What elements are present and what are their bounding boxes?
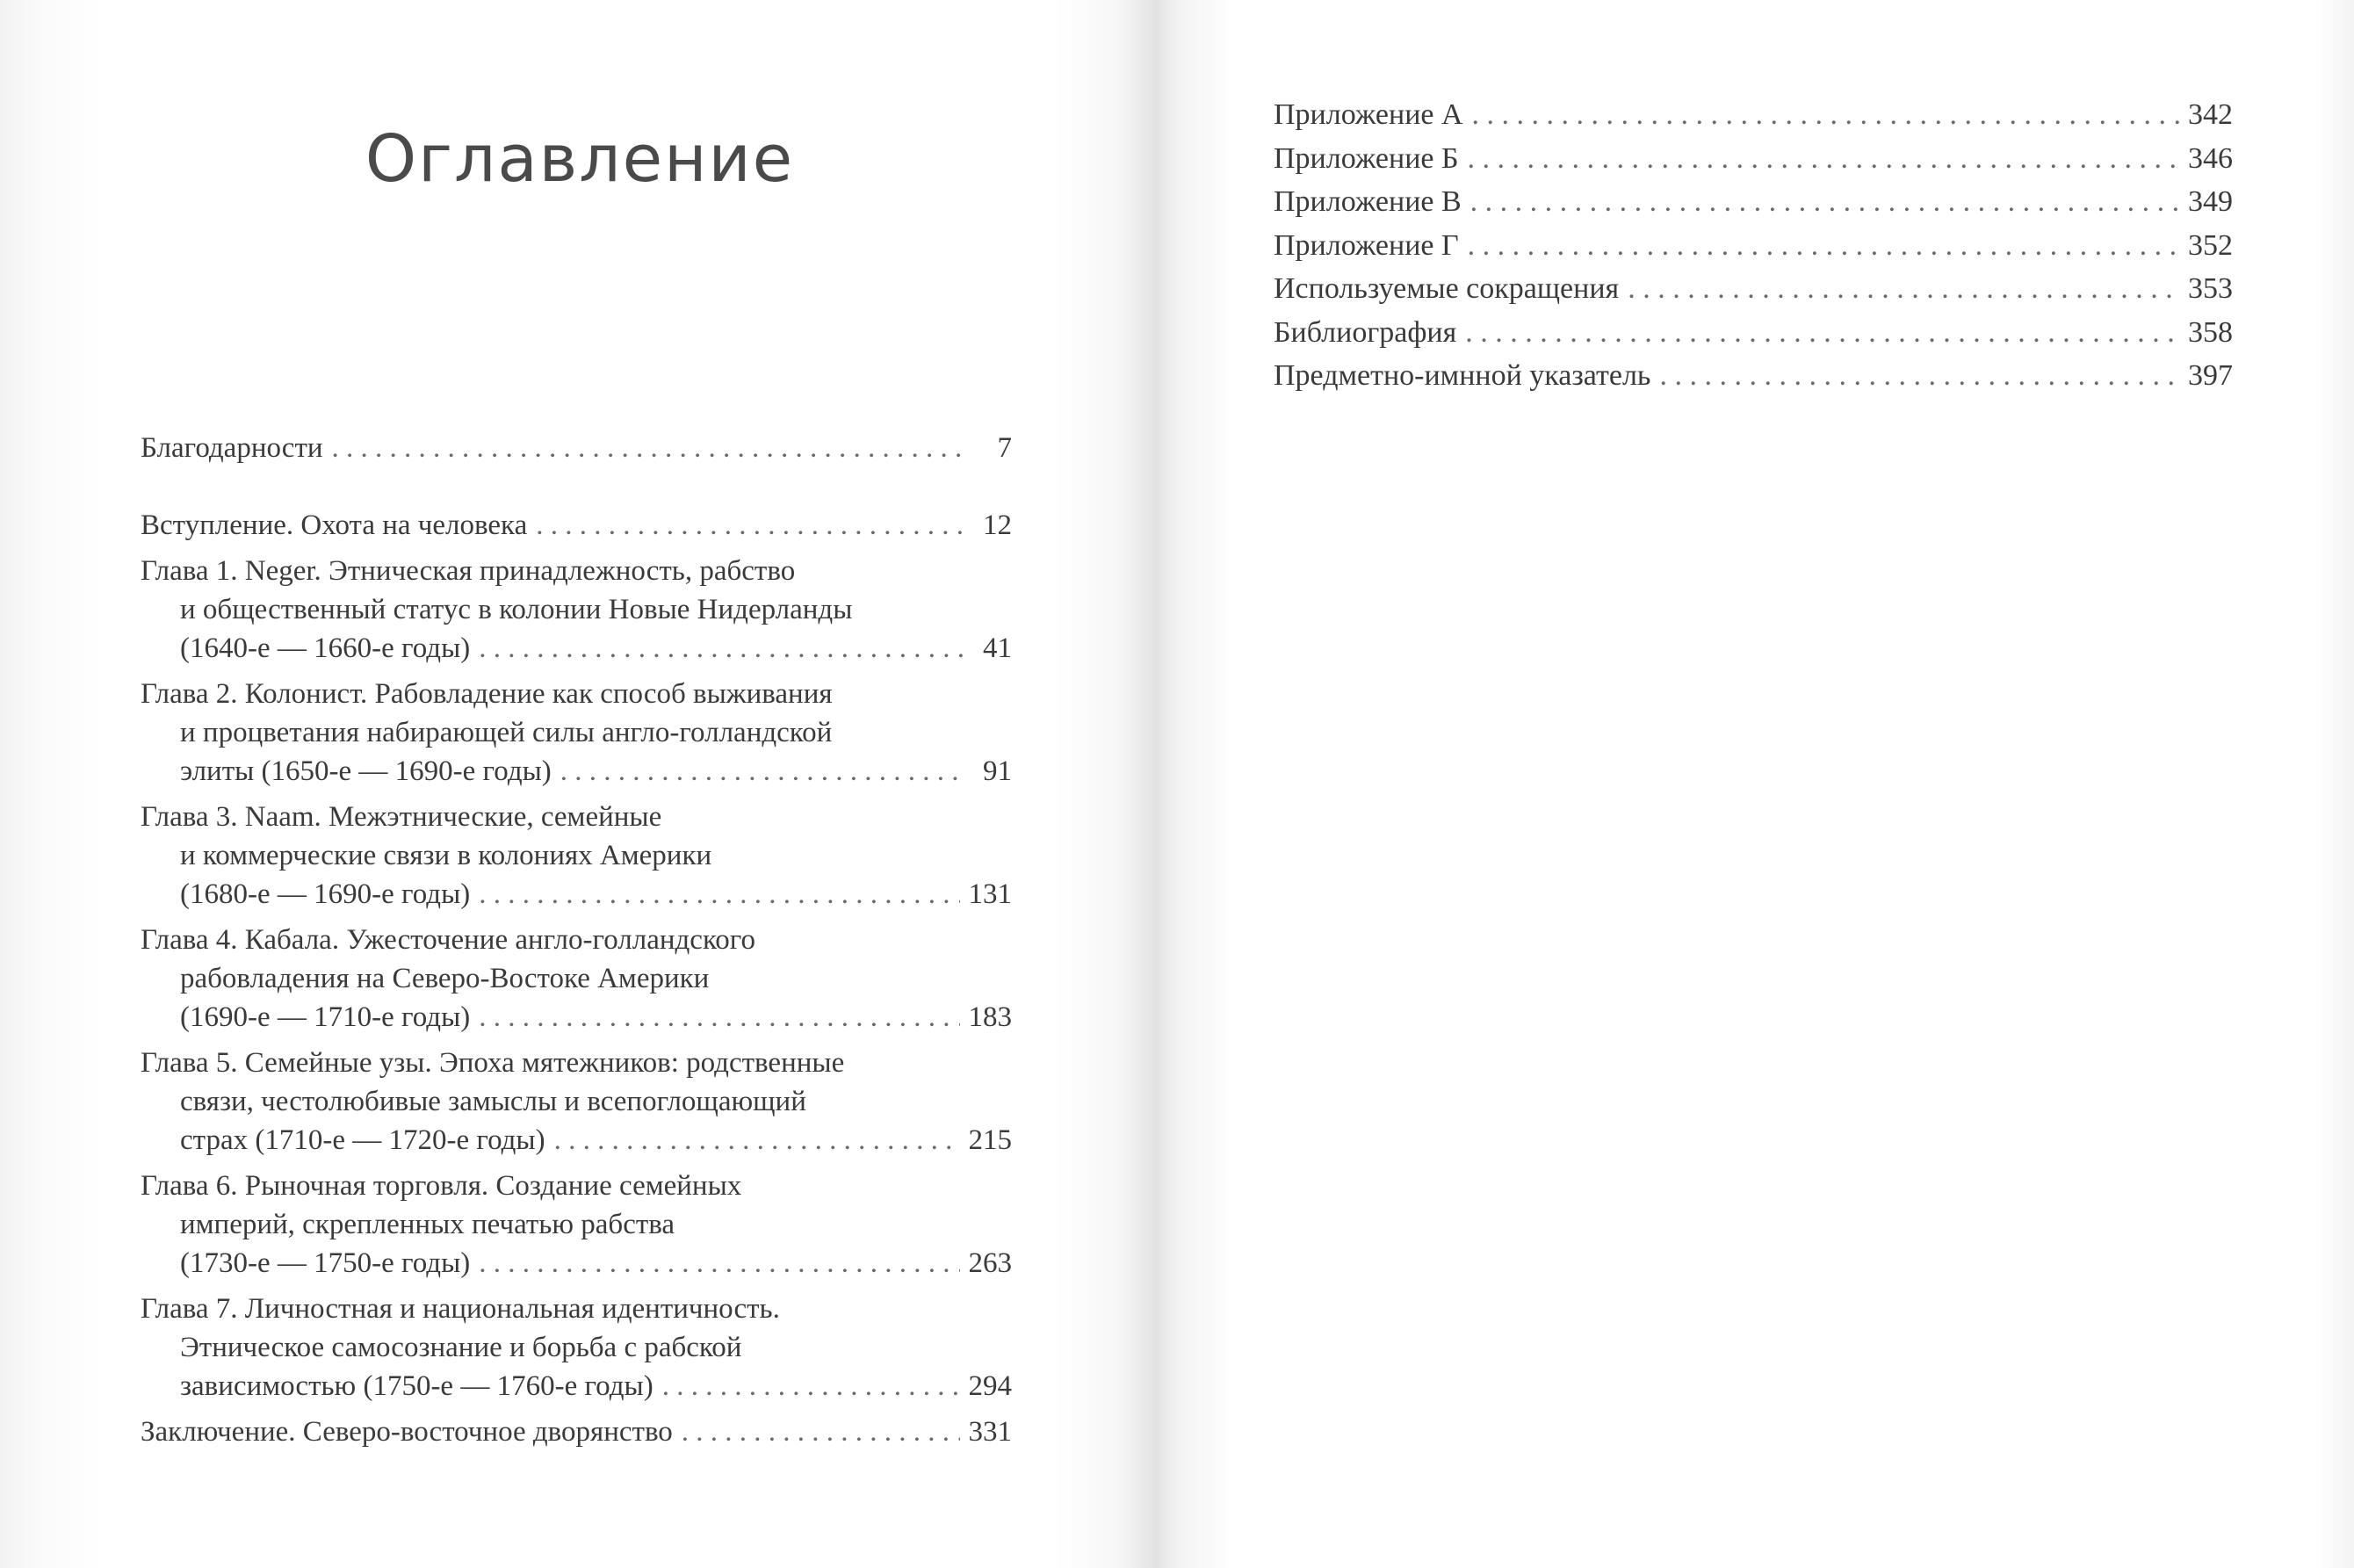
toc-entry xyxy=(141,1290,1012,1405)
toc-entry-line xyxy=(141,552,1012,590)
dot-leader xyxy=(332,429,968,467)
toc-entry-line xyxy=(141,752,1012,791)
toc-entry xyxy=(141,506,1012,545)
toc-entry-title: Глава 4. Кабала. Ужесточение англо-голландского xyxy=(141,924,756,956)
toc-entry-line xyxy=(1274,93,2233,137)
dot-leader xyxy=(682,1413,960,1451)
toc-list-left xyxy=(141,429,1012,1451)
toc-entry-line xyxy=(141,675,1012,713)
toc-entry-line xyxy=(141,629,1012,668)
toc-entry xyxy=(1274,354,2233,398)
toc-entry xyxy=(141,429,1012,467)
toc-entry-title: Приложение Б xyxy=(1274,141,1459,175)
toc-entry xyxy=(141,675,1012,791)
toc-entry-title: Вступление. Охота на человека xyxy=(141,509,528,541)
toc-entry-title: элиты (1650-е — 1690-е годы) xyxy=(180,755,552,787)
toc-entry-title: Приложение А xyxy=(1274,98,1463,131)
toc-entry-title: Приложение В xyxy=(1274,185,1462,218)
toc-entry-line xyxy=(141,1413,1012,1451)
toc-entry-title: Предметно-имнной указатель xyxy=(1274,359,1651,392)
toc-page-number: 183 xyxy=(968,1001,1012,1033)
toc-page-number: 358 xyxy=(2188,315,2233,349)
toc-page-number: 215 xyxy=(968,1124,1012,1156)
toc-page-number: 12 xyxy=(983,509,1012,541)
toc-entry xyxy=(141,921,1012,1037)
dot-leader xyxy=(1468,137,2179,181)
toc-entry-line xyxy=(141,713,1012,752)
toc-entry-line xyxy=(141,1121,1012,1160)
dot-leader xyxy=(1465,311,2179,355)
toc-entry-title: страх (1710-е — 1720-е годы) xyxy=(180,1124,545,1156)
toc-entry-line xyxy=(141,921,1012,959)
dot-leader xyxy=(479,629,968,668)
toc-page-number: 353 xyxy=(2188,272,2233,305)
toc-entry-title: Этническое самосознание и борьба с рабской xyxy=(180,1332,742,1363)
toc-entry-line xyxy=(1274,267,2233,311)
toc-entry-title: (1640-е — 1660-е годы) xyxy=(180,632,471,664)
toc-entry-line xyxy=(1274,224,2233,268)
toc-entry-title: Глава 7. Личностная и национальная идентичность. xyxy=(141,1293,780,1325)
dot-leader xyxy=(536,506,968,545)
book-gutter xyxy=(1133,0,1186,1568)
toc-entry-title: Глава 2. Колонист. Рабовладение как способ выживания xyxy=(141,678,833,710)
toc-entry-line xyxy=(141,798,1012,836)
dot-leader xyxy=(479,1244,959,1283)
toc-entry xyxy=(1274,311,2233,355)
toc-entry xyxy=(1274,137,2233,181)
toc-page-number: 263 xyxy=(968,1247,1012,1279)
toc-page-number: 331 xyxy=(968,1416,1012,1448)
toc-page-number: 397 xyxy=(2188,359,2233,392)
toc-entry-title: Заключение. Северо-восточное дворянство xyxy=(141,1416,673,1448)
toc-page-number: 342 xyxy=(2188,98,2233,131)
toc-entry-line xyxy=(141,1367,1012,1405)
toc-entry-title: связи, честолюбивые замыслы и всепоглощающий xyxy=(180,1086,806,1117)
toc-entry-title: Глава 5. Семейные узы. Эпоха мятежников: родственные xyxy=(141,1047,845,1079)
toc-entry-title: зависимостью (1750-е — 1760-е годы) xyxy=(180,1370,653,1402)
toc-entry xyxy=(141,1044,1012,1160)
toc-entry-line xyxy=(141,429,1012,467)
toc-page-number: 346 xyxy=(2188,141,2233,175)
toc-entry-line xyxy=(141,506,1012,545)
toc-entry xyxy=(141,798,1012,914)
toc-entry xyxy=(1274,180,2233,224)
toc-entry-line xyxy=(141,875,1012,914)
toc-entry xyxy=(141,552,1012,668)
toc-entry xyxy=(141,1413,1012,1451)
toc-entry-title: Благодарности xyxy=(141,432,323,464)
toc-entry-title: Приложение Г xyxy=(1274,228,1459,262)
toc-entry-title: (1680-е — 1690-е годы) xyxy=(180,878,471,910)
toc-entry-title: (1690-е — 1710-е годы) xyxy=(180,1001,471,1033)
toc-entry-line xyxy=(1274,354,2233,398)
toc-page-number: 41 xyxy=(983,632,1012,664)
dot-leader xyxy=(479,875,959,914)
dot-leader xyxy=(560,752,968,791)
dot-leader xyxy=(1659,354,2179,398)
dot-leader xyxy=(662,1367,960,1405)
dot-leader xyxy=(1470,180,2179,224)
toc-entry-title: и коммерческие связи в колониях Америки xyxy=(180,840,712,871)
dot-leader xyxy=(1468,224,2179,268)
toc-entry-title: Используемые сокращения xyxy=(1274,272,1620,305)
toc-entry-line xyxy=(141,959,1012,998)
toc-entry-line xyxy=(141,836,1012,875)
dot-leader xyxy=(1628,267,2179,311)
dot-leader xyxy=(479,998,959,1037)
toc-page-number: 294 xyxy=(968,1370,1012,1402)
toc-entry-line xyxy=(1274,180,2233,224)
toc-entry-line xyxy=(141,1082,1012,1121)
toc-entry-line xyxy=(1274,311,2233,355)
toc-page-number: 91 xyxy=(983,755,1012,787)
toc-entry-title: (1730-е — 1750-е годы) xyxy=(180,1247,471,1279)
toc-entry-title: Глава 3. Naam. Межэтнические, семейные xyxy=(141,801,662,833)
toc-entry-title: империй, скрепленных печатью рабства xyxy=(180,1209,675,1240)
toc-entry-line xyxy=(141,1167,1012,1205)
toc-entry-title: и общественный статус в колонии Новые Нидерланды xyxy=(180,594,853,625)
toc-entry-title: Глава 1. Neger. Этническая принадлежность, рабство xyxy=(141,555,796,587)
page-title: Оглавление xyxy=(365,121,795,197)
toc-page-number: 7 xyxy=(997,432,1012,464)
toc-entry xyxy=(1274,267,2233,311)
toc-entry xyxy=(1274,224,2233,268)
toc-entry-line xyxy=(141,1244,1012,1283)
toc-page-number: 131 xyxy=(968,878,1012,910)
dot-leader xyxy=(1472,93,2179,137)
toc-entry-line xyxy=(141,1205,1012,1244)
toc-entry-line xyxy=(141,1044,1012,1082)
toc-entry-title: Глава 6. Рыночная торговля. Создание семейных xyxy=(141,1170,742,1202)
toc-entry-title: и процветания набирающей силы англо-голландской xyxy=(180,717,833,748)
dot-leader xyxy=(554,1121,960,1160)
toc-entry xyxy=(141,1167,1012,1283)
toc-entry-line xyxy=(141,1328,1012,1367)
toc-page-number: 352 xyxy=(2188,228,2233,262)
toc-entry-line xyxy=(141,998,1012,1037)
toc-entry-line xyxy=(141,590,1012,629)
toc-entry-title: рабовладения на Северо-Востоке Америки xyxy=(180,963,710,994)
toc-page-number: 349 xyxy=(2188,185,2233,218)
toc-list-right xyxy=(1274,93,2233,398)
toc-entry xyxy=(1274,93,2233,137)
toc-entry-line xyxy=(1274,137,2233,181)
toc-entry-title: Библиография xyxy=(1274,315,1457,349)
toc-entry-line xyxy=(141,1290,1012,1328)
